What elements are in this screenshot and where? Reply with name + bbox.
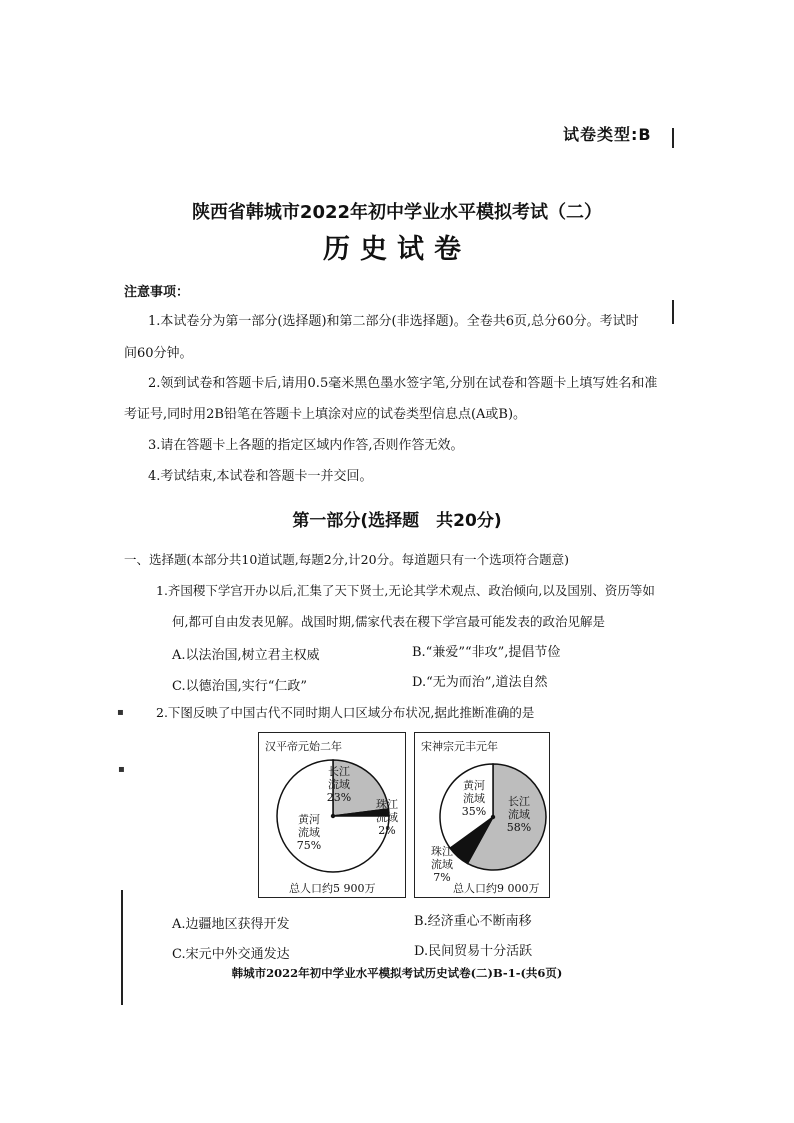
chart-title: 汉平帝元始二年 — [265, 740, 342, 753]
exam-title: 陕西省韩城市2022年初中学业水平模拟考试（二） — [191, 202, 603, 223]
note-line: 间60分钟。 — [124, 346, 193, 361]
note-line: 1.本试卷分为第一部分(选择题)和第二部分(非选择题)。全卷共6页,总分60分。考试时 — [148, 314, 639, 329]
notes-heading: 注意事项： — [124, 285, 190, 300]
chart-note: 总人口约5 900万 — [289, 882, 376, 895]
section-heading: 第一部分(选择题 共20分) — [292, 511, 502, 531]
slice-name-label: 黄河 — [298, 813, 320, 826]
slice-name-label: 流域 — [508, 808, 530, 821]
binding-mark: ▪ — [118, 764, 125, 775]
scan-edge-line — [672, 300, 674, 324]
pie-center-dot — [331, 814, 335, 818]
note-line: 2.领到试卷和答题卡后,请用0.5毫米黑色墨水签字笔,分别在试卷和答题卡上填写姓名和准 — [148, 376, 658, 391]
slice-value-label: 35% — [461, 805, 487, 818]
note-line: 考证号,同时用2B铅笔在答题卡上填涂对应的试卷类型信息点(A或B)。 — [124, 407, 527, 422]
chart-note: 总人口约9 000万 — [453, 882, 540, 895]
page-footer: 韩城市2022年初中学业水平模拟考试历史试卷(二)B-1-(共6页) — [231, 966, 563, 980]
binding-mark: ▪ — [117, 707, 124, 718]
question-1-stem: 何,都可自由发表见解。战国时期,儒家代表在稷下学宫最可能发表的政治见解是 — [172, 614, 605, 629]
slice-value-label: 2% — [378, 824, 396, 837]
pie-chart-song — [414, 732, 550, 898]
slice-name-label: 长江 — [328, 765, 350, 778]
binding-line — [121, 890, 123, 1005]
question-1-option-a: A.以法治国,树立君主权威 — [172, 648, 320, 663]
subject-title: 历史试卷 — [323, 234, 471, 265]
scan-edge-line — [672, 128, 674, 148]
question-2-option-d: D.民间贸易十分活跃 — [414, 944, 533, 959]
slice-value-label: 23% — [326, 791, 352, 804]
slice-value-label: 75% — [296, 839, 322, 852]
pie-center-dot — [491, 815, 495, 819]
slice-name-label: 流域 — [376, 811, 398, 824]
slice-name-label: 流域 — [431, 858, 453, 871]
note-line: 4.考试结束,本试卷和答题卡一并交回。 — [148, 469, 373, 484]
slice-value-label: 58% — [506, 821, 532, 834]
question-1-stem: 1.齐国稷下学宫开办以后,汇集了天下贤士,无论其学术观点、政治倾向,以及国别、资历等如 — [156, 583, 655, 598]
question-1-option-d: D.“无为而治”,道法自然 — [412, 675, 548, 690]
slice-name-label: 流域 — [463, 792, 485, 805]
slice-name-label: 珠江 — [431, 845, 453, 858]
section-instruction: 一、选择题(本部分共10道试题,每题2分,计20分。每道题只有一个选项符合题意) — [124, 552, 569, 567]
question-2-option-a: A.边疆地区获得开发 — [172, 917, 290, 932]
note-line: 3.请在答题卡上各题的指定区域内作答,否则作答无效。 — [148, 438, 464, 453]
slice-name-label: 流域 — [298, 826, 320, 839]
question-1-option-b: B.“兼爱”“非攻”,提倡节俭 — [412, 645, 561, 660]
slice-name-label: 黄河 — [463, 779, 485, 792]
pie-svg — [259, 733, 405, 897]
question-2-option-b: B.经济重心不断南移 — [414, 914, 532, 929]
question-1-option-c: C.以德治国,实行“仁政” — [172, 679, 308, 694]
pie-chart-han — [258, 732, 406, 898]
chart-title: 宋神宗元丰元年 — [421, 740, 498, 753]
slice-name-label: 流域 — [328, 778, 350, 791]
question-2-stem: 2.下图反映了中国古代不同时期人口区域分布状况,据此推断准确的是 — [156, 705, 535, 720]
paper-type-label: 试卷类型:B — [563, 125, 652, 144]
pie-svg — [415, 733, 549, 897]
slice-value-label: 7% — [433, 871, 451, 884]
slice-name-label: 长江 — [508, 795, 530, 808]
slice-name-label: 珠江 — [376, 798, 398, 811]
question-2-option-c: C.宋元中外交通发达 — [172, 947, 290, 962]
